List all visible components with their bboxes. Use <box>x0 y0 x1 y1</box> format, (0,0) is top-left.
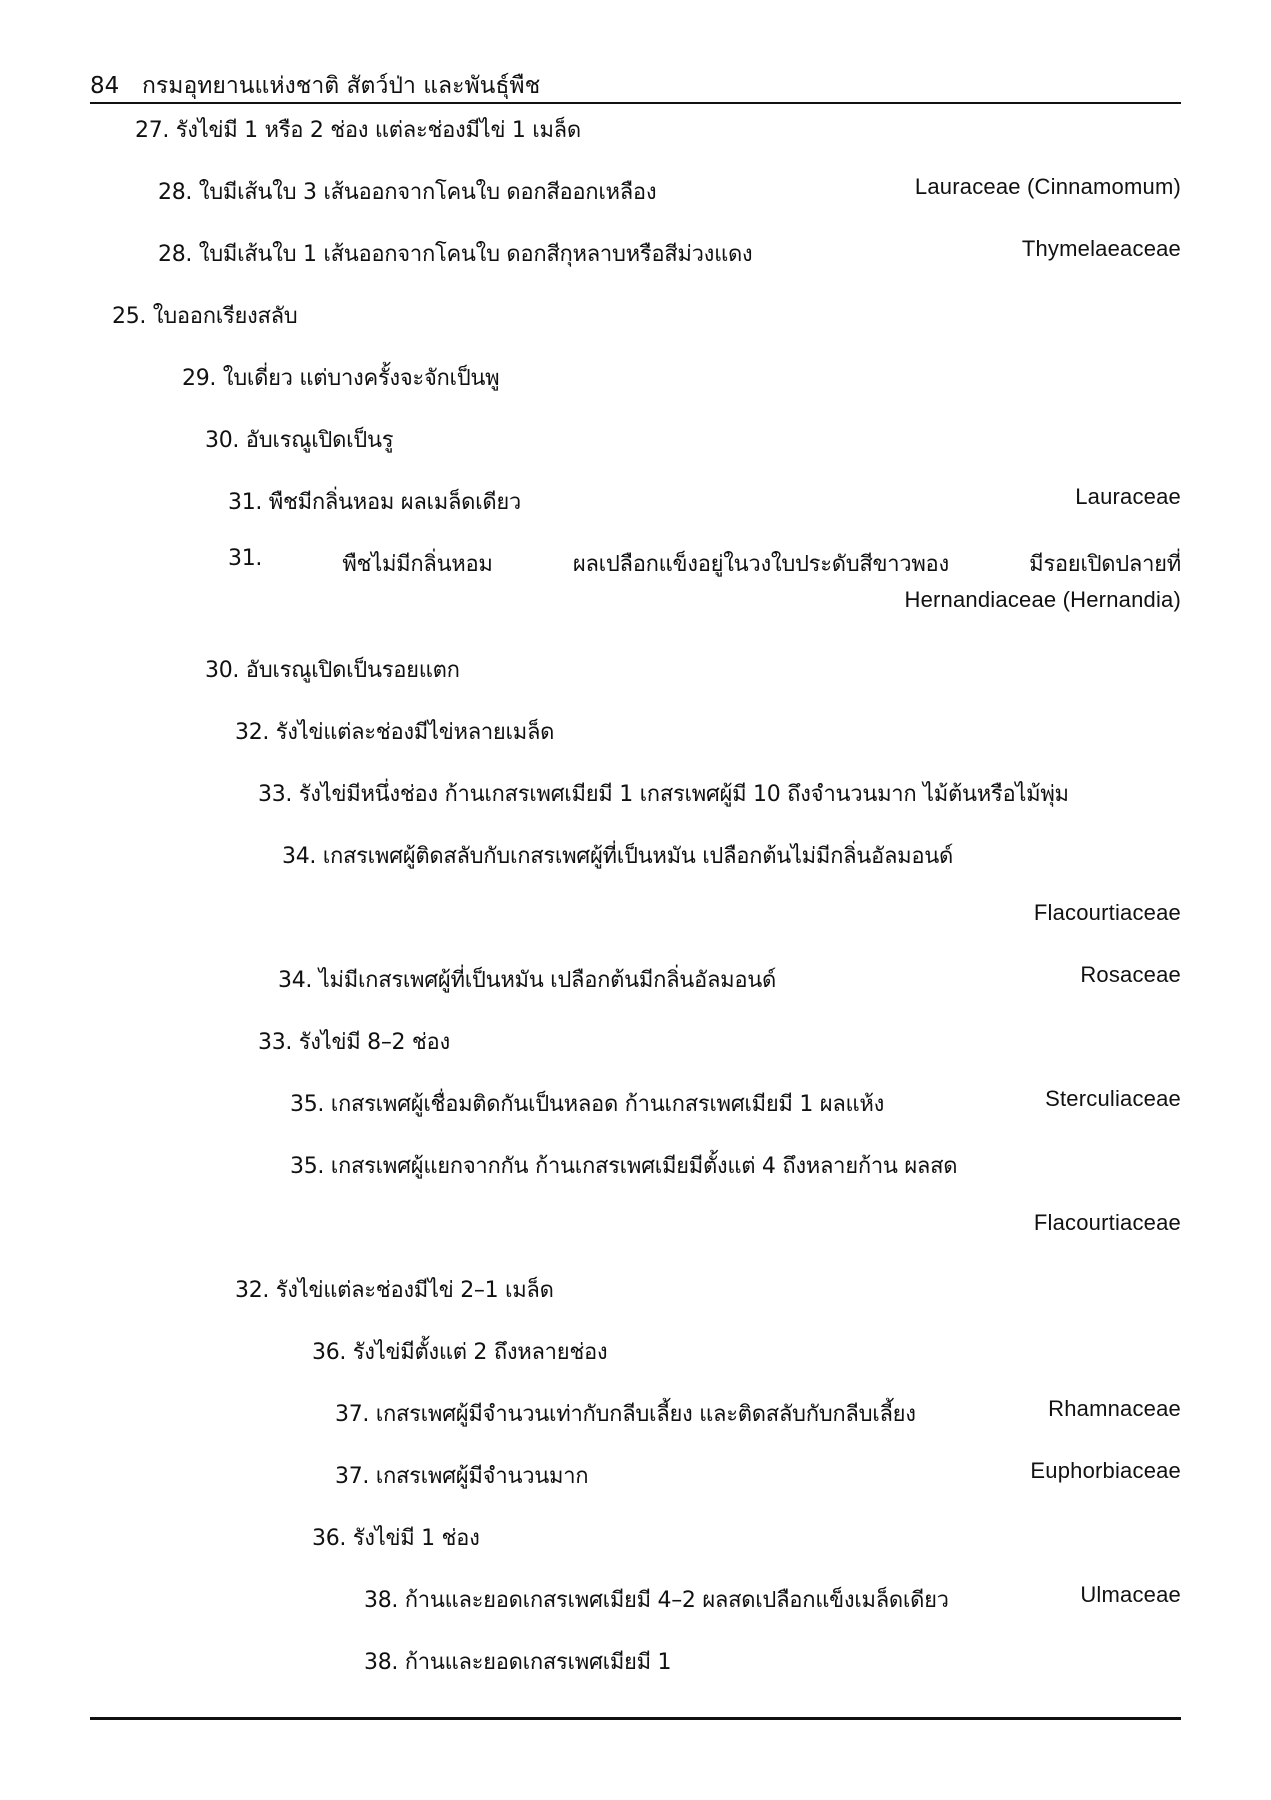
key-number: 31. <box>228 546 263 571</box>
key-text-part: พืชไม่มีกลิ่นหอม <box>342 552 493 577</box>
family-name: Flacourtiaceae <box>1033 1210 1181 1235</box>
family-name: Rhamnaceae <box>1048 1396 1181 1421</box>
header-title: กรมอุทยานแห่งชาติ สัตว์ป่า และพันธุ์พืช <box>142 73 541 99</box>
page-header <box>90 68 540 104</box>
key-text-part: ผลเปลือกแข็งอยู่ในวงใบประดับสีขาวพอง <box>572 552 949 577</box>
family-name: Thymelaeaceae <box>1021 236 1181 261</box>
key-text: 34. ไม่มีเกสรเพศผู้ที่เป็นหมัน เปลือกต้นมีกลิ่นอัลมอนด์ <box>278 968 776 993</box>
page-number: 84 <box>90 73 120 99</box>
key-text: 36. รังไข่มีตั้งแต่ 2 ถึงหลายช่อง <box>312 1340 608 1365</box>
key-text: 30. อับเรณูเปิดเป็นรอยแตก <box>205 658 460 683</box>
key-text-justified <box>228 546 1181 581</box>
key-text: 32. รังไข่แต่ละช่องมีไข่หลายเมล็ด <box>235 720 555 745</box>
key-text-part: มีรอยเปิดปลายที่ <box>1029 552 1181 577</box>
family-name: Euphorbiaceae <box>1030 1458 1181 1483</box>
family-name: Sterculiaceae <box>1045 1086 1181 1111</box>
key-text: 36. รังไข่มี 1 ช่อง <box>312 1526 480 1551</box>
key-text: 32. รังไข่แต่ละช่องมีไข่ 2–1 เมล็ด <box>235 1278 554 1303</box>
key-text: 38. ก้านและยอดเกสรเพศเมียมี 4–2 ผลสดเปลือกแข็งเมล็ดเดียว <box>364 1588 949 1613</box>
family-name: Flacourtiaceae <box>1033 900 1181 925</box>
key-text: 35. เกสรเพศผู้แยกจากกัน ก้านเกสรเพศเมียมีตั้งแต่ 4 ถึงหลายก้าน ผลสด <box>290 1154 958 1179</box>
key-text: 34. เกสรเพศผู้ติดสลับกับเกสรเพศผู้ที่เป็นหมัน เปลือกต้นไม่มีกลิ่นอัลมอนด์ <box>282 844 953 869</box>
key-text: 28. ใบมีเส้นใบ 1 เส้นออกจากโคนใบ ดอกสีกุหลาบหรือสีม่วงแดง <box>158 242 753 267</box>
key-text: 25. ใบออกเรียงสลับ <box>112 304 298 329</box>
family-name: Lauraceae <box>1075 484 1181 509</box>
family-name: Ulmaceae <box>1080 1582 1181 1607</box>
key-text: 37. เกสรเพศผู้มีจำนวนเท่ากับกลีบเลี้ยง และติดสลับกับกลีบเลี้ยง <box>335 1402 916 1427</box>
key-text: 30. อับเรณูเปิดเป็นรู <box>205 428 394 453</box>
key-text: 37. เกสรเพศผู้มีจำนวนมาก <box>335 1464 589 1489</box>
key-text: 31. พืชมีกลิ่นหอม ผลเมล็ดเดียว <box>228 490 521 515</box>
family-name: Hernandiaceae (Hernandia) <box>904 587 1181 612</box>
key-text: 28. ใบมีเส้นใบ 3 เส้นออกจากโคนใบ ดอกสีออกเหลือง <box>158 180 657 205</box>
key-text: 27. รังไข่มี 1 หรือ 2 ช่อง แต่ละช่องมีไข่ 1 เมล็ด <box>135 118 581 143</box>
key-text: 29. ใบเดี่ยว แต่บางครั้งจะจักเป็นพู <box>182 366 500 391</box>
footer-rule <box>90 1717 1181 1720</box>
key-text: 38. ก้านและยอดเกสรเพศเมียมี 1 <box>364 1650 672 1675</box>
family-name: Rosaceae <box>1080 962 1181 987</box>
key-text: 35. เกสรเพศผู้เชื่อมติดกันเป็นหลอด ก้านเกสรเพศเมียมี 1 ผลแห้ง <box>290 1092 885 1117</box>
family-name: Lauraceae (Cinnamomum) <box>914 174 1181 199</box>
header-rule <box>90 102 1181 104</box>
key-text: 33. รังไข่มี 8–2 ช่อง <box>258 1030 450 1055</box>
key-text: 33. รังไข่มีหนึ่งช่อง ก้านเกสรเพศเมียมี 1 เกสรเพศผู้มี 10 ถึงจำนวนมาก ไม้ต้นหรือไม้พุ่ม <box>258 782 1069 807</box>
